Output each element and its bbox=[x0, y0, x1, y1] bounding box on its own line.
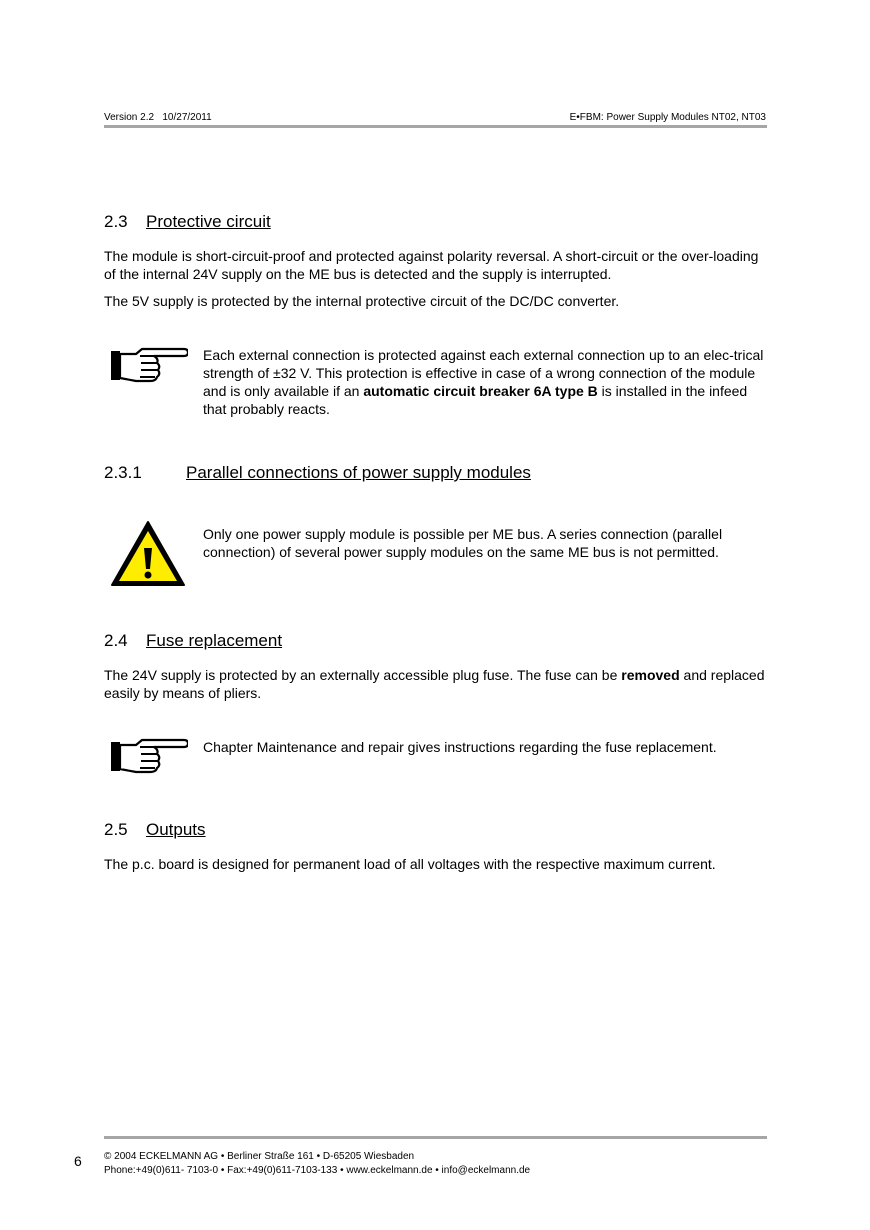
footer-contact: Phone:+49(0)611- 7103-0 • Fax:+49(0)611-7103-133 • www.eckelmann.de • info@eckelmann.de bbox=[104, 1165, 531, 1176]
warning-single-module: Only one power supply module is possible per ME bus. A series connection (parallel connection) of several power supply modules on the same ME bus is not permitted. bbox=[203, 526, 723, 560]
footer-rule bbox=[104, 1136, 767, 1139]
heading-title: Fuse replacement bbox=[146, 631, 283, 650]
warning-triangle-icon bbox=[110, 520, 186, 587]
pointing-hand-icon bbox=[110, 737, 188, 775]
note-maintenance: Chapter Maintenance and repair gives instructions regarding the fuse replacement. bbox=[203, 739, 717, 755]
heading-number: 2.5 bbox=[104, 820, 128, 839]
paragraph-fuse bbox=[104, 666, 768, 702]
note-text: Each external connection is protected against each external connection up to an elec-trical strength of ±32 V. This protection is effective in case of a wrong connection of the module and is only available if an bbox=[203, 347, 764, 399]
heading-title: Parallel connections of power supply modules bbox=[186, 463, 531, 482]
paragraph-5v-supply: The 5V supply is protected by the internal protective circuit of the DC/DC converter. bbox=[104, 293, 620, 309]
header-document-title: E•FBM: Power Supply Modules NT02, NT03 bbox=[569, 112, 766, 123]
heading-number: 2.4 bbox=[104, 631, 128, 650]
header-version: Version 2.2 10/27/2011 bbox=[104, 112, 212, 123]
heading-title: Outputs bbox=[146, 820, 206, 839]
footer-address: © 2004 ECKELMANN AG • Berliner Straße 161 • D-65205 Wiesbaden bbox=[104, 1151, 415, 1162]
paragraph-outputs: The p.c. board is designed for permanent load of all voltages with the respective maximum current. bbox=[104, 856, 716, 872]
paragraph-protection: The module is short-circuit-proof and protected against polarity reversal. A short-circuit or the over-loading of the internal 24V supply on the ME bus is detected and the supply is interrupted. bbox=[104, 248, 759, 282]
paragraph-text-end: and replaced easily by means of pliers. bbox=[104, 667, 765, 701]
header-rule bbox=[104, 125, 767, 128]
heading-title: Protective circuit bbox=[146, 212, 271, 231]
paragraph-text: The 24V supply is protected by an externally accessible plug fuse. The fuse can be bbox=[104, 667, 622, 683]
heading-2-3-1 bbox=[104, 463, 531, 483]
heading-2-3 bbox=[104, 212, 271, 232]
heading-number: 2.3 bbox=[104, 212, 128, 231]
page-number: 6 bbox=[74, 1153, 82, 1169]
heading-number: 2.3.1 bbox=[104, 463, 142, 482]
note-electrical-strength bbox=[203, 346, 769, 418]
paragraph-bold-removed: removed bbox=[621, 667, 680, 683]
pointing-hand-icon bbox=[110, 346, 188, 384]
note-bold-breaker: automatic circuit breaker 6A type B bbox=[363, 383, 598, 399]
note-text-end: is installed in the infeed that probably reacts. bbox=[203, 383, 748, 417]
heading-2-4 bbox=[104, 631, 282, 651]
heading-2-5 bbox=[104, 820, 206, 840]
